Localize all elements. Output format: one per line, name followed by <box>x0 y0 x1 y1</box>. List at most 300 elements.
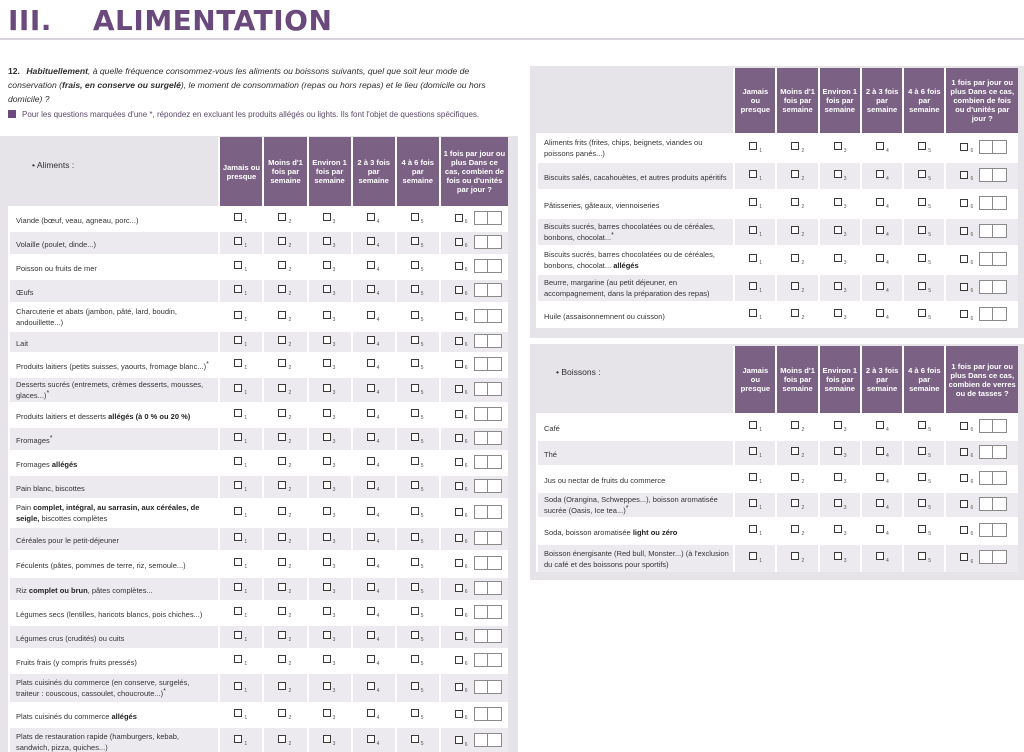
checkbox[interactable] <box>749 226 757 234</box>
checkbox[interactable] <box>411 533 419 541</box>
quantity-digit-box[interactable] <box>979 168 993 182</box>
quantity-digit-box[interactable] <box>474 283 488 297</box>
checkbox[interactable] <box>918 282 926 290</box>
checkbox[interactable] <box>749 198 757 206</box>
checkbox[interactable] <box>323 261 331 269</box>
checkbox[interactable] <box>367 682 375 690</box>
checkbox[interactable] <box>455 312 463 320</box>
checkbox[interactable] <box>323 507 331 515</box>
quantity-digit-box[interactable] <box>474 581 488 595</box>
checkbox[interactable] <box>411 558 419 566</box>
checkbox[interactable] <box>876 282 884 290</box>
checkbox[interactable] <box>876 421 884 429</box>
checkbox[interactable] <box>367 359 375 367</box>
checkbox[interactable] <box>749 309 757 317</box>
checkbox[interactable] <box>278 409 286 417</box>
checkbox[interactable] <box>749 552 757 560</box>
checkbox[interactable] <box>960 448 968 456</box>
checkbox[interactable] <box>367 631 375 639</box>
checkbox[interactable] <box>278 213 286 221</box>
checkbox[interactable] <box>234 213 242 221</box>
quantity-digit-box[interactable] <box>979 419 993 433</box>
checkbox[interactable] <box>918 198 926 206</box>
checkbox[interactable] <box>234 558 242 566</box>
checkbox[interactable] <box>411 583 419 591</box>
checkbox[interactable] <box>234 682 242 690</box>
quantity-digit-box[interactable] <box>488 283 502 297</box>
checkbox[interactable] <box>234 481 242 489</box>
quantity-digit-box[interactable] <box>993 252 1007 266</box>
checkbox[interactable] <box>234 583 242 591</box>
quantity-digit-box[interactable] <box>979 307 993 321</box>
quantity-digit-box[interactable] <box>993 497 1007 511</box>
checkbox[interactable] <box>918 309 926 317</box>
checkbox[interactable] <box>455 434 463 442</box>
checkbox[interactable] <box>834 525 842 533</box>
checkbox[interactable] <box>278 433 286 441</box>
quantity-digit-box[interactable] <box>474 309 488 323</box>
quantity-digit-box[interactable] <box>979 523 993 537</box>
checkbox[interactable] <box>367 409 375 417</box>
checkbox[interactable] <box>323 384 331 392</box>
checkbox[interactable] <box>455 656 463 664</box>
quantity-digit-box[interactable] <box>979 497 993 511</box>
checkbox[interactable] <box>455 534 463 542</box>
quantity-digit-box[interactable] <box>474 707 488 721</box>
checkbox[interactable] <box>455 458 463 466</box>
checkbox[interactable] <box>791 421 799 429</box>
checkbox[interactable] <box>455 559 463 567</box>
answer-cell <box>263 303 307 331</box>
checkbox[interactable] <box>834 142 842 150</box>
checkbox[interactable] <box>278 583 286 591</box>
checkbox[interactable] <box>323 481 331 489</box>
checkbox[interactable] <box>749 499 757 507</box>
checkbox[interactable] <box>278 533 286 541</box>
checkbox[interactable] <box>411 336 419 344</box>
checkbox[interactable] <box>791 447 799 455</box>
checkbox[interactable] <box>367 481 375 489</box>
checkbox[interactable] <box>367 507 375 515</box>
checkbox[interactable] <box>234 311 242 319</box>
checkbox[interactable] <box>791 170 799 178</box>
checkbox[interactable] <box>876 226 884 234</box>
quantity-digit-box[interactable] <box>979 445 993 459</box>
checkbox[interactable] <box>234 507 242 515</box>
checkbox[interactable] <box>411 409 419 417</box>
quantity-digit-box[interactable] <box>488 653 502 667</box>
quantity-digit-box[interactable] <box>474 479 488 493</box>
checkbox[interactable] <box>367 213 375 221</box>
checkbox[interactable] <box>278 237 286 245</box>
checkbox[interactable] <box>323 457 331 465</box>
option-number: 5 <box>928 530 931 537</box>
checkbox[interactable] <box>411 457 419 465</box>
checkbox[interactable] <box>278 507 286 515</box>
checkbox[interactable] <box>455 482 463 490</box>
checkbox[interactable] <box>411 709 419 717</box>
checkbox[interactable] <box>834 309 842 317</box>
checkbox[interactable] <box>323 409 331 417</box>
checkbox[interactable] <box>323 735 331 743</box>
checkbox[interactable] <box>749 421 757 429</box>
quantity-digit-box[interactable] <box>474 382 488 396</box>
checkbox[interactable] <box>918 473 926 481</box>
checkbox[interactable] <box>791 525 799 533</box>
checkbox[interactable] <box>918 499 926 507</box>
checkbox[interactable] <box>411 311 419 319</box>
checkbox[interactable] <box>455 710 463 718</box>
checkbox[interactable] <box>834 421 842 429</box>
checkbox[interactable] <box>960 143 968 151</box>
quantity-digit-box[interactable] <box>488 309 502 323</box>
checkbox[interactable] <box>234 631 242 639</box>
checkbox[interactable] <box>960 310 968 318</box>
checkbox[interactable] <box>960 526 968 534</box>
checkbox[interactable] <box>367 607 375 615</box>
checkbox[interactable] <box>876 142 884 150</box>
checkbox[interactable] <box>234 709 242 717</box>
checkbox[interactable] <box>749 525 757 533</box>
option-number: 3 <box>843 175 847 182</box>
checkbox[interactable] <box>876 525 884 533</box>
answer-cell <box>903 440 945 466</box>
quantity-digit-box[interactable] <box>993 471 1007 485</box>
checkbox[interactable] <box>918 525 926 533</box>
quantity-digit-box[interactable] <box>488 479 502 493</box>
checkbox[interactable] <box>367 735 375 743</box>
checkbox[interactable] <box>791 499 799 507</box>
checkbox[interactable] <box>323 558 331 566</box>
checkbox[interactable] <box>455 736 463 744</box>
checkbox[interactable] <box>278 631 286 639</box>
checkbox[interactable] <box>455 632 463 640</box>
checkbox[interactable] <box>323 607 331 615</box>
row-label <box>9 475 219 499</box>
checkbox[interactable] <box>367 336 375 344</box>
quantity-digit-box[interactable] <box>979 196 993 210</box>
checkbox[interactable] <box>323 655 331 663</box>
checkbox[interactable] <box>323 682 331 690</box>
checkbox[interactable] <box>278 558 286 566</box>
quantity-digit-box[interactable] <box>474 531 488 545</box>
checkbox[interactable] <box>278 735 286 743</box>
row-label <box>9 353 219 377</box>
checkbox[interactable] <box>278 384 286 392</box>
checkbox[interactable] <box>278 682 286 690</box>
checkbox[interactable] <box>411 261 419 269</box>
quantity-digit-box[interactable] <box>488 211 502 225</box>
checkbox[interactable] <box>323 336 331 344</box>
quantity-digit-box[interactable] <box>488 357 502 371</box>
checkbox[interactable] <box>455 238 463 246</box>
checkbox[interactable] <box>749 142 757 150</box>
checkbox[interactable] <box>411 384 419 392</box>
quantity-digit-box[interactable] <box>993 307 1007 321</box>
quantity-digit-box[interactable] <box>474 407 488 421</box>
checkbox[interactable] <box>278 709 286 717</box>
option-number: 2 <box>288 218 292 225</box>
quantity-digit-box[interactable] <box>979 224 993 238</box>
checkbox[interactable] <box>411 237 419 245</box>
checkbox[interactable] <box>960 500 968 508</box>
quantity-digit-box[interactable] <box>488 259 502 273</box>
checkbox[interactable] <box>323 311 331 319</box>
option-number: 2 <box>288 414 292 421</box>
checkbox[interactable] <box>960 283 968 291</box>
quantity-digit-box[interactable] <box>488 455 502 469</box>
quantity-digit-box[interactable] <box>474 653 488 667</box>
checkbox[interactable] <box>234 359 242 367</box>
quantity-digit-box[interactable] <box>488 581 502 595</box>
checkbox[interactable] <box>234 457 242 465</box>
checkbox[interactable] <box>411 607 419 615</box>
checkbox[interactable] <box>323 359 331 367</box>
checkbox[interactable] <box>749 473 757 481</box>
checkbox[interactable] <box>960 255 968 263</box>
checkbox[interactable] <box>455 584 463 592</box>
checkbox[interactable] <box>367 655 375 663</box>
checkbox[interactable] <box>411 631 419 639</box>
checkbox[interactable] <box>749 254 757 262</box>
checkbox[interactable] <box>791 198 799 206</box>
checkbox[interactable] <box>791 254 799 262</box>
checkbox[interactable] <box>455 683 463 691</box>
checkbox[interactable] <box>234 533 242 541</box>
checkbox[interactable] <box>278 261 286 269</box>
checkbox[interactable] <box>455 286 463 294</box>
checkbox[interactable] <box>834 552 842 560</box>
quantity-digit-box[interactable] <box>993 523 1007 537</box>
answer-cell <box>308 353 352 377</box>
checkbox[interactable] <box>791 473 799 481</box>
quantity-digit-box[interactable] <box>979 252 993 266</box>
column-header: Jamais ou presque <box>734 346 776 414</box>
checkbox[interactable] <box>834 447 842 455</box>
checkbox[interactable] <box>323 433 331 441</box>
quantity-digit-box[interactable] <box>488 733 502 747</box>
row-label-text: Pâtisseries, gâteaux, viennoiseries <box>544 200 660 210</box>
quantity-digit-box[interactable] <box>474 431 488 445</box>
checkbox[interactable] <box>411 735 419 743</box>
quantity-digit-box[interactable] <box>474 505 488 519</box>
checkbox[interactable] <box>323 709 331 717</box>
checkbox[interactable] <box>323 213 331 221</box>
checkbox[interactable] <box>411 507 419 515</box>
checkbox[interactable] <box>367 583 375 591</box>
checkbox[interactable] <box>367 285 375 293</box>
checkbox[interactable] <box>278 285 286 293</box>
row-label-text: Biscuits sucrés, barres chocolatées ou de céréales, bonbons, chocolat... <box>544 222 715 242</box>
quantity-digit-box[interactable] <box>474 556 488 570</box>
checkbox[interactable] <box>278 336 286 344</box>
quantity-digit-box[interactable] <box>488 431 502 445</box>
checkbox[interactable] <box>367 558 375 566</box>
checkbox[interactable] <box>455 410 463 418</box>
checkbox[interactable] <box>367 384 375 392</box>
checkbox[interactable] <box>411 655 419 663</box>
checkbox[interactable] <box>411 433 419 441</box>
checkbox[interactable] <box>876 552 884 560</box>
checkbox[interactable] <box>960 227 968 235</box>
checkbox[interactable] <box>918 142 926 150</box>
quantity-digit-box[interactable] <box>993 196 1007 210</box>
quantity-digit-box[interactable] <box>488 605 502 619</box>
checkbox[interactable] <box>918 552 926 560</box>
checkbox[interactable] <box>411 285 419 293</box>
quantity-digit-box[interactable] <box>474 680 488 694</box>
quantity-digit-box[interactable] <box>993 140 1007 154</box>
quantity-digit-box[interactable] <box>474 455 488 469</box>
checkbox[interactable] <box>234 237 242 245</box>
quantity-digit-box[interactable] <box>474 334 488 348</box>
checkbox[interactable] <box>791 142 799 150</box>
checkbox[interactable] <box>960 199 968 207</box>
checkbox[interactable] <box>367 433 375 441</box>
quantity-digit-box[interactable] <box>488 680 502 694</box>
checkbox[interactable] <box>367 533 375 541</box>
checkbox[interactable] <box>455 508 463 516</box>
checkbox[interactable] <box>411 213 419 221</box>
checkbox[interactable] <box>918 447 926 455</box>
checkbox[interactable] <box>234 735 242 743</box>
checkbox[interactable] <box>455 262 463 270</box>
checkbox[interactable] <box>876 254 884 262</box>
checkbox[interactable] <box>749 282 757 290</box>
quantity-digit-box[interactable] <box>488 235 502 249</box>
checkbox[interactable] <box>234 261 242 269</box>
checkbox[interactable] <box>234 285 242 293</box>
quantity-digit-box[interactable] <box>979 471 993 485</box>
checkbox[interactable] <box>411 682 419 690</box>
row-label-text: Desserts sucrés (entremets, crèmes desserts, mousses, glaces...) <box>16 380 204 400</box>
quantity-digit-box[interactable] <box>474 235 488 249</box>
checkbox[interactable] <box>323 237 331 245</box>
checkbox[interactable] <box>455 385 463 393</box>
option-number: 1 <box>244 341 248 348</box>
checkbox[interactable] <box>791 552 799 560</box>
checkbox[interactable] <box>234 384 242 392</box>
checkbox[interactable] <box>876 473 884 481</box>
checkbox[interactable] <box>278 481 286 489</box>
checkbox[interactable] <box>234 433 242 441</box>
checkbox[interactable] <box>791 282 799 290</box>
answer-cell <box>352 601 396 625</box>
quantity-digit-box[interactable] <box>979 550 993 564</box>
checkbox[interactable] <box>876 309 884 317</box>
checkbox[interactable] <box>960 422 968 430</box>
checkbox[interactable] <box>323 583 331 591</box>
quantity-digit-box[interactable] <box>474 629 488 643</box>
checkbox[interactable] <box>834 282 842 290</box>
quantity-digit-box[interactable] <box>488 334 502 348</box>
quantity-digit-box[interactable] <box>488 531 502 545</box>
quantity-digit-box[interactable] <box>474 733 488 747</box>
quantity-digit-box[interactable] <box>993 550 1007 564</box>
checkbox[interactable] <box>278 359 286 367</box>
checkbox[interactable] <box>234 409 242 417</box>
checkbox[interactable] <box>278 607 286 615</box>
checkbox[interactable] <box>367 457 375 465</box>
checkbox[interactable] <box>960 474 968 482</box>
checkbox[interactable] <box>323 533 331 541</box>
checkbox[interactable] <box>834 198 842 206</box>
checkbox[interactable] <box>918 421 926 429</box>
checkbox[interactable] <box>876 499 884 507</box>
checkbox[interactable] <box>876 447 884 455</box>
checkbox[interactable] <box>278 311 286 319</box>
checkbox[interactable] <box>876 170 884 178</box>
checkbox[interactable] <box>749 447 757 455</box>
checkbox[interactable] <box>278 457 286 465</box>
checkbox[interactable] <box>455 337 463 345</box>
quantity-digit-box[interactable] <box>979 140 993 154</box>
quantity-digit-box[interactable] <box>488 556 502 570</box>
checkbox[interactable] <box>455 608 463 616</box>
checkbox[interactable] <box>234 655 242 663</box>
checkbox[interactable] <box>791 309 799 317</box>
checkbox[interactable] <box>234 607 242 615</box>
checkbox[interactable] <box>834 473 842 481</box>
quantity-digit-box[interactable] <box>993 224 1007 238</box>
checkbox[interactable] <box>411 481 419 489</box>
quantity-digit-box[interactable] <box>993 445 1007 459</box>
row-label-text: Pain blanc, biscottes <box>16 483 85 493</box>
asterisk-marker: * <box>46 390 50 397</box>
checkbox[interactable] <box>918 254 926 262</box>
quantity-digit-box[interactable] <box>488 707 502 721</box>
checkbox[interactable] <box>278 655 286 663</box>
quantity-digit-box[interactable] <box>488 505 502 519</box>
checkbox[interactable] <box>834 226 842 234</box>
quantity-digit-box[interactable] <box>488 629 502 643</box>
option-number: 2 <box>288 741 292 747</box>
quantity-digit-box[interactable] <box>488 407 502 421</box>
checkbox[interactable] <box>749 170 757 178</box>
quantity-digit-box[interactable] <box>993 419 1007 433</box>
checkbox[interactable] <box>367 237 375 245</box>
quantity-digit-box[interactable] <box>993 168 1007 182</box>
checkbox[interactable] <box>367 709 375 717</box>
checkbox[interactable] <box>367 261 375 269</box>
checkbox[interactable] <box>960 553 968 561</box>
checkbox[interactable] <box>876 198 884 206</box>
quantity-digit-box[interactable] <box>993 280 1007 294</box>
quantity-digit-box[interactable] <box>979 280 993 294</box>
quantity-digit-box[interactable] <box>474 211 488 225</box>
checkbox[interactable] <box>455 360 463 368</box>
quantity-digit-box[interactable] <box>474 259 488 273</box>
checkbox[interactable] <box>834 254 842 262</box>
checkbox[interactable] <box>960 171 968 179</box>
checkbox[interactable] <box>918 170 926 178</box>
checkbox[interactable] <box>323 285 331 293</box>
checkbox[interactable] <box>411 359 419 367</box>
answer-cell <box>352 475 396 499</box>
checkbox[interactable] <box>834 170 842 178</box>
checkbox[interactable] <box>791 226 799 234</box>
checkbox[interactable] <box>918 226 926 234</box>
checkbox[interactable] <box>234 336 242 344</box>
quantity-digit-box[interactable] <box>474 357 488 371</box>
checkbox[interactable] <box>455 214 463 222</box>
checkbox[interactable] <box>323 631 331 639</box>
row-label <box>537 302 734 328</box>
checkbox[interactable] <box>834 499 842 507</box>
quantity-digit-box[interactable] <box>488 382 502 396</box>
checkbox[interactable] <box>367 311 375 319</box>
quantity-digit-box[interactable] <box>474 605 488 619</box>
